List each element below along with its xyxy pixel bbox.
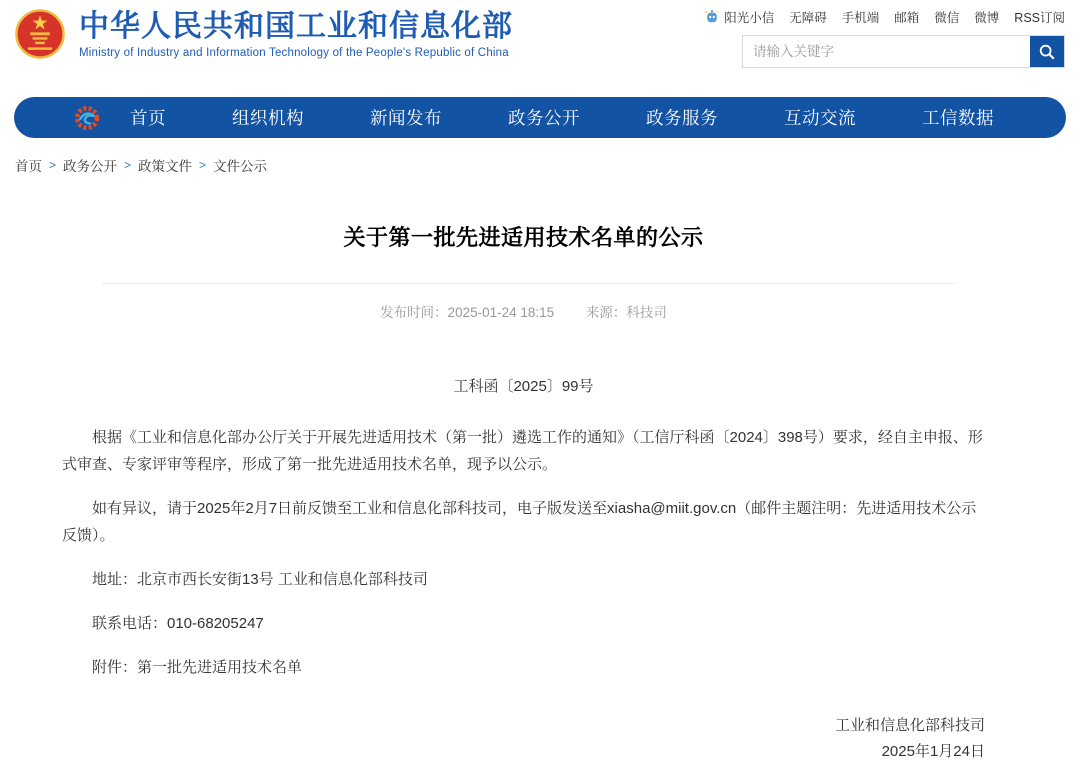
article-title: 关于第一批先进适用技术名单的公示 bbox=[343, 225, 704, 250]
signature-date: 2025年1月24日 bbox=[881, 743, 985, 760]
nav-item-gov-services[interactable]: 政务服务 bbox=[646, 108, 718, 128]
search-input[interactable] bbox=[743, 36, 1030, 67]
search-button[interactable] bbox=[1030, 36, 1064, 67]
quick-link-accessibility[interactable] bbox=[789, 8, 827, 26]
national-emblem-icon bbox=[14, 8, 66, 60]
quick-link-sunshine[interactable] bbox=[704, 8, 774, 26]
nav-item-news[interactable]: 新闻发布 bbox=[370, 108, 442, 128]
breadcrumb-separator: > bbox=[49, 158, 57, 172]
paragraph-basis: 根据《工业和信息化部办公厅关于开展先进适用技术（第一批）遴选工作的通知》（工信厅科函〔2024〕398号）要求，经自主申报、形式审查、专家评审等程序，形成了第一批先进适用技术名单，现予以公示。 bbox=[62, 429, 983, 473]
breadcrumb-gov-disclosure[interactable]: 政务公开 bbox=[63, 159, 118, 174]
breadcrumb-home[interactable]: 首页 bbox=[15, 159, 42, 174]
nav-items bbox=[130, 105, 994, 130]
site-brand[interactable] bbox=[14, 8, 513, 60]
quick-link-label: RSS订阅 bbox=[1014, 11, 1065, 25]
brand-text bbox=[79, 10, 513, 59]
search-icon bbox=[1038, 43, 1056, 61]
breadcrumb-policy-docs[interactable]: 政策文件 bbox=[138, 159, 193, 174]
quick-link-label: 微信 bbox=[934, 11, 960, 25]
signature-block bbox=[62, 713, 985, 765]
search-box bbox=[742, 35, 1065, 68]
paragraph-feedback: 如有异议，请于2025年2月7日前反馈至工业和信息化部科技司，电子版发送至xiasha@miit.gov.cn（邮件主题注明：先进适用技术公示反馈）。 bbox=[62, 500, 977, 544]
paragraph-address: 地址：北京市西长安街13号 工业和信息化部科技司 bbox=[92, 571, 428, 588]
site-subtitle: Ministry of Industry and Information Technology of the People's Republic of China bbox=[79, 46, 509, 59]
quick-link-label: 手机端 bbox=[841, 11, 880, 25]
robot-icon bbox=[704, 9, 720, 25]
quick-link-wechat[interactable] bbox=[934, 8, 959, 26]
breadcrumb-separator: > bbox=[124, 158, 132, 172]
site-title: 中华人民共和国工业和信息化部 bbox=[79, 9, 513, 43]
title-divider bbox=[102, 283, 955, 284]
quick-link-label: 微博 bbox=[974, 11, 1000, 25]
quick-links-bar bbox=[704, 8, 1065, 26]
nav-item-organization[interactable]: 组织机构 bbox=[232, 108, 304, 128]
quick-link-label: 阳光小信 bbox=[724, 11, 775, 25]
breadcrumb bbox=[15, 155, 1080, 175]
article-meta bbox=[62, 301, 985, 321]
quick-link-label: 邮箱 bbox=[894, 11, 920, 25]
nav-item-gov-disclosure[interactable]: 政务公开 bbox=[508, 108, 580, 128]
main-nav bbox=[14, 97, 1066, 138]
site-header bbox=[0, 0, 1080, 92]
nav-item-interaction[interactable]: 互动交流 bbox=[784, 108, 856, 128]
nav-item-data[interactable]: 工信数据 bbox=[922, 108, 994, 128]
nav-item-home[interactable]: 首页 bbox=[130, 108, 166, 128]
paragraph-phone: 联系电话：010-68205247 bbox=[92, 615, 264, 632]
publish-time: 发布时间：2025-01-24 18:15 bbox=[380, 305, 555, 320]
breadcrumb-doc-publicity[interactable]: 文件公示 bbox=[213, 159, 268, 174]
quick-link-mobile[interactable] bbox=[842, 8, 880, 26]
quick-link-mail[interactable] bbox=[894, 8, 919, 26]
quick-link-rss[interactable] bbox=[1014, 8, 1065, 26]
miit-gear-logo-icon[interactable] bbox=[72, 103, 102, 133]
paragraph-attachment: 附件：第一批先进适用技术名单 bbox=[92, 659, 303, 676]
doc-number: 工科函〔2025〕99号 bbox=[453, 378, 594, 395]
article-body bbox=[62, 424, 985, 681]
article bbox=[62, 221, 985, 765]
breadcrumb-separator: > bbox=[199, 158, 207, 172]
signature-department: 工业和信息化部科技司 bbox=[834, 717, 985, 734]
article-source: 来源：科技司 bbox=[585, 305, 667, 320]
quick-link-label: 无障碍 bbox=[789, 11, 827, 25]
quick-link-weibo[interactable] bbox=[974, 8, 999, 26]
